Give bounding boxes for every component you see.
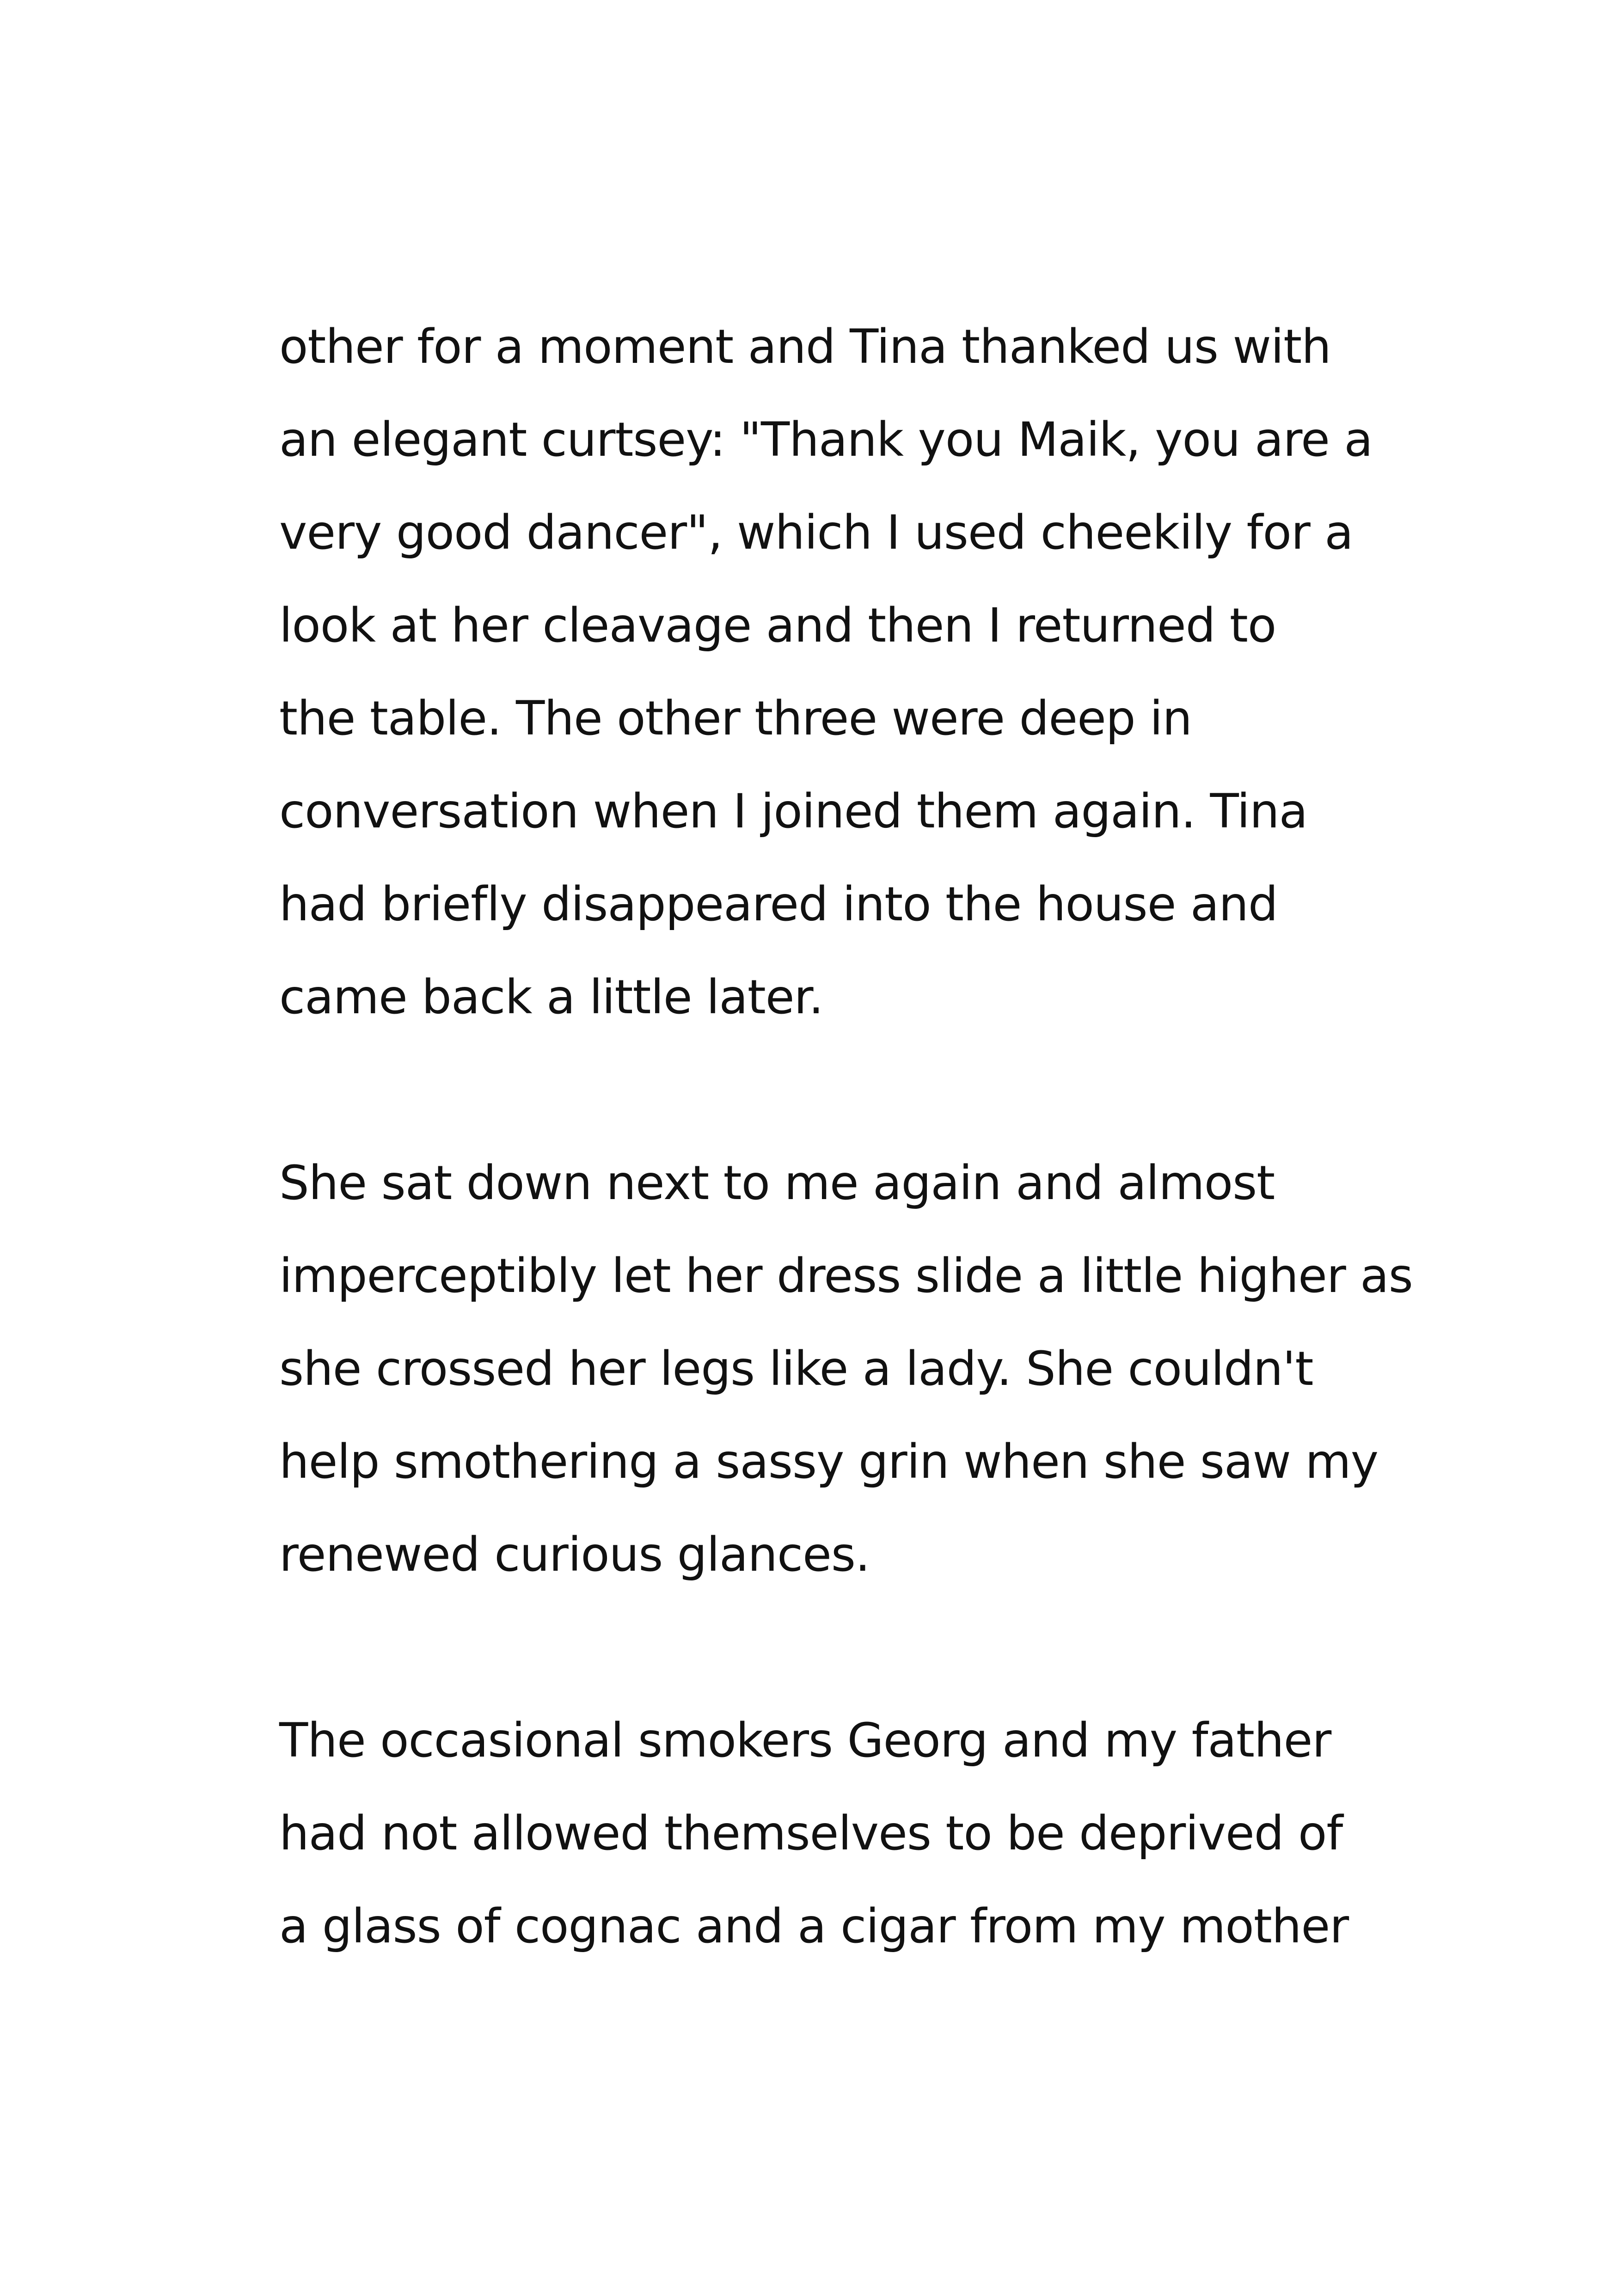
text-line: a glass of cognac and a cigar from my mother	[279, 1899, 1349, 1954]
text-line: had briefly disappeared into the house and	[279, 877, 1278, 932]
text-line: renewed curious glances.	[279, 1527, 870, 1582]
text-line: imperceptibly let her dress slide a little higher as	[279, 1249, 1413, 1304]
text-line: help smothering a sassy grin when she saw my	[279, 1434, 1379, 1489]
text-line: she crossed her legs like a lady. She couldn't	[279, 1341, 1313, 1396]
text-line: look at her cleavage and then I returned to	[279, 598, 1276, 653]
text-line: had not allowed themselves to be deprived of	[279, 1806, 1343, 1861]
text-line: an elegant curtsey: "Thank you Maik, you are a	[279, 412, 1373, 467]
text-line: came back a little later.	[279, 970, 823, 1025]
text-line: other for a moment and Tina thanked us with	[279, 319, 1331, 374]
text-line: very good dancer", which I used cheekily for a	[279, 505, 1353, 560]
text-line: conversation when I joined them again. Tina	[279, 784, 1308, 839]
text-line: She sat down next to me again and almost	[279, 1156, 1275, 1211]
text-line: The occasional smokers Georg and my father	[279, 1713, 1331, 1768]
text-line: the table. The other three were deep in	[279, 691, 1192, 746]
